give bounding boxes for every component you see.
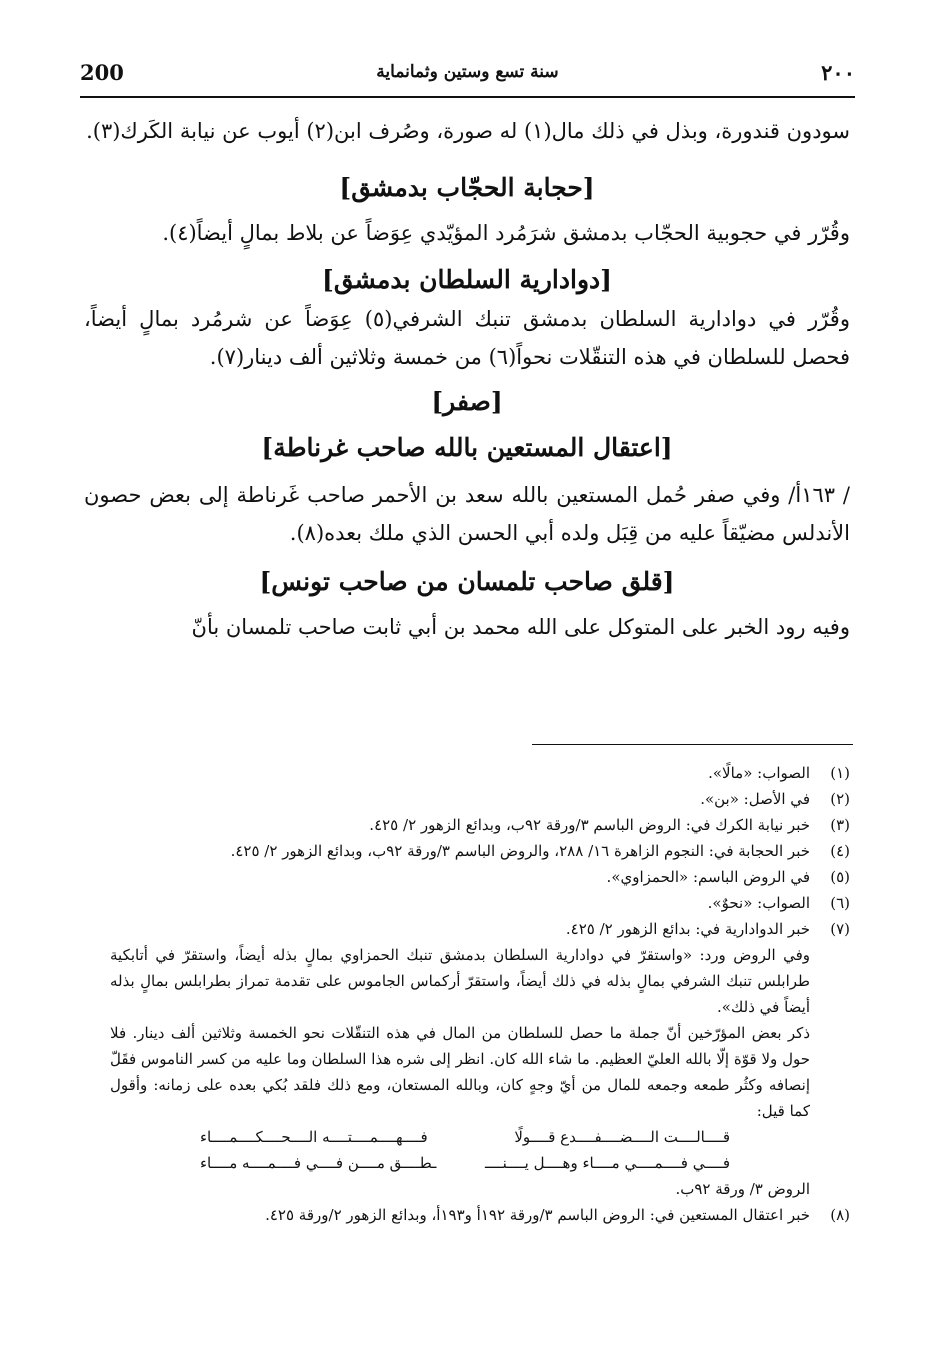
verse-hemistich: قــــالــــت الــــضــــفــــدع قــــولًا [514,1128,730,1146]
paragraph: وقُرّر في حجوبية الحجّاب بدمشق شرَمُرد المؤيّدي عِوَضاً عن بلاط بمالٍ أيضاً(٤). [162,221,850,245]
footnote-source: الروض ٣/ ورقة ٩٢ب. [675,1180,810,1198]
paragraph: سودون قندورة، وبذل في ذلك مال(١) له صورة، وصُرف ابن(٢) أيوب عن نيابة الكَرك(٣). [86,119,850,143]
footnote: (٦) الصواب: «نحوٌ». [707,894,850,912]
footnote: (٧) خبر الدوادارية في: بدائع الزهور ٢/ ٤٢٥. [565,920,850,938]
page-number-latin: 200 [80,60,124,85]
page-number-arabic: ٢٠٠ [821,60,855,85]
section-heading: [حجابة الحجّاب بدمشق] [339,173,595,202]
footnote: (٣) خبر نيابة الكرك في: الروض الباسم ٣/ورقة ٩٢ب، وبدائع الزهور ٢/ ٤٢٥. [369,816,850,834]
page-header [80,60,855,98]
footnote-continuation: وفي الروض ورد: «واستقرّ في دوادارية السلطان بدمشق تنبك الحمزاوي بمالٍ بذله أيضاً، واستقرّ في أتابكية طرابلس تنبك الشرفي بمالٍ بذله في ذلك أيضاً، واستقرّ أركماس الجاموس على تقدمة تمراز بطرابلس بمالٍ بذله أيضاً في ذلك». [110,946,810,1016]
paragraph: وقُرّر في دوادارية السلطان بدمشق تنبك الشرفي(٥) عِوَضاً عن شرمُرد بمالٍ أيضاً، فحصل للسلطان في هذه التنقّلات نحواً(٦) من خمسة وثلاثين ألف دينار(٧). [84,307,850,369]
footnote: (١) الصواب: «مالًا». [708,764,850,782]
footnote-separator [532,744,853,745]
footnote: (٥) في الروض الباسم: «الحمزاوي». [606,868,850,886]
footnotes [110,760,850,1228]
main-text [84,112,850,646]
verse-hemistich: ـطــــق مــــن فــــي فــــمــــه مــــاء [200,1154,437,1172]
footnote: (٢) في الأصل: «بن». [700,790,850,808]
section-heading: [اعتقال المستعين بالله صاحب غرناطة] [261,433,673,462]
poem-verse [110,1124,850,1150]
footnote: (٨) خبر اعتقال المستعين في: الروض الباسم ٣/ورقة ١٩٢أ و١٩٣أ، وبدائع الزهور ٢/ورقة ٤٢٥. [265,1206,850,1224]
section-heading: [قلق صاحب تلمسان من صاحب تونس] [259,567,675,596]
poem-verse [110,1150,850,1176]
footnote-continuation: ذكر بعض المؤرّخين أنّ جملة ما حصل للسلطان من المال في هذه التنقّلات نحو الخمسة وثلاثين ألف دينار. فلا حول ولا قوّة إلّا بالله العليّ العظيم. ما شاء الله كان. انظر إلى شره هذا السلطان وما عليه من كسر الناموس فقَلّ إنصافه وكثُر طمعه وجمعه للمال من أيّ وجهٍ كان، وبالله المستعان، ومع ذلك فلقد بُكي بعده على زمانه: وأقول كما قيل: [110,1024,810,1120]
paragraph: وفيه رود الخبر على المتوكل على الله محمد بن أبي ثابت صاحب تلمسان بأنّ [191,615,850,639]
running-title: سنة تسع وستين وثمانماية [376,62,559,82]
section-heading: [صفر] [431,387,503,416]
footnote: (٤) خبر الحجابة في: النجوم الزاهرة ١٦/ ٢٨٨، والروض الباسم ٣/ورقة ٩٢ب، وبدائع الزهور ٢/ ٤٢٥. [230,842,850,860]
paragraph: / ١٦٣أ/ وفي صفر حُمل المستعين بالله سعد بن الأحمر صاحب غَرناطة إلى بعض حصون الأندلس مضيّقاً عليه من قِبَل ولده أبي الحسن الذي ملك بعده(٨). [84,483,850,545]
verse-hemistich: فــــهــــمــــتــــه الــــحــــكــــمــــاء [200,1128,428,1146]
verse-hemistich: فــــي فــــمــــي مــــاء وهــــل يــــنــــ [484,1154,730,1172]
section-heading: [دوادارية السلطان بدمشق] [322,265,612,294]
